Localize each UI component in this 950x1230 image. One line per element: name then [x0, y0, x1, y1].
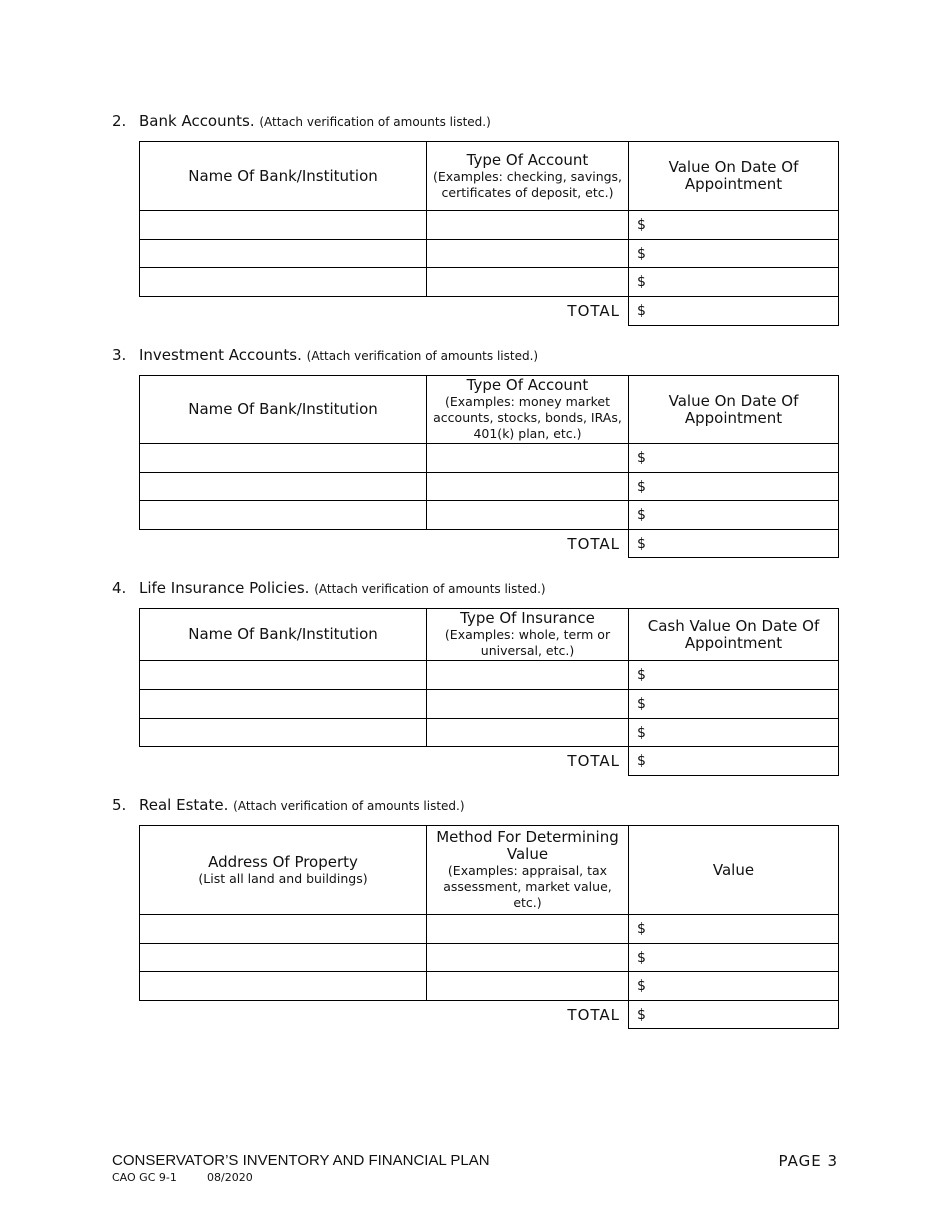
type-field[interactable]	[427, 661, 629, 690]
header-type-of-insurance: Type Of Insurance (Examples: whole, term or universal, etc.)	[427, 609, 629, 661]
value-field[interactable]: $	[629, 719, 839, 747]
method-field[interactable]	[427, 944, 629, 972]
type-field[interactable]	[427, 268, 629, 297]
total-label: TOTAL	[567, 1005, 620, 1024]
bank-accounts-table	[139, 141, 839, 326]
table-row	[140, 661, 839, 690]
name-field[interactable]	[140, 444, 427, 473]
table-row	[140, 690, 839, 719]
header-type-of-account: Type Of Account (Examples: checking, savings, certificates of deposit, etc.)	[427, 142, 629, 211]
header-value: Value On Date Of Appointment	[629, 376, 839, 444]
table-row	[140, 915, 839, 944]
header-value: Value	[629, 826, 839, 915]
table-row	[140, 719, 839, 747]
name-field[interactable]	[140, 501, 427, 530]
header-name-of-institution: Name Of Bank/Institution	[140, 142, 427, 211]
section-number: 3.	[112, 346, 127, 364]
address-field[interactable]	[140, 972, 427, 1001]
total-row	[140, 530, 839, 558]
header-address-of-property: Address Of Property (List all land and buildings)	[140, 826, 427, 915]
value-field[interactable]: $	[629, 240, 839, 268]
header-name-of-institution: Name Of Bank/Institution	[140, 376, 427, 444]
name-field[interactable]	[140, 719, 427, 747]
section-title: Real Estate.	[139, 796, 229, 814]
section-note: (Attach verification of amounts listed.)	[314, 582, 546, 596]
name-field[interactable]	[140, 473, 427, 501]
value-field[interactable]: $	[629, 661, 839, 690]
type-field[interactable]	[427, 211, 629, 240]
total-row	[140, 747, 839, 776]
type-field[interactable]	[427, 690, 629, 719]
value-field[interactable]: $	[629, 972, 839, 1001]
value-field[interactable]: $	[629, 944, 839, 972]
value-field[interactable]: $	[629, 501, 839, 530]
section-title: Investment Accounts.	[139, 346, 302, 364]
table-row	[140, 444, 839, 473]
header-name-of-institution: Name Of Bank/Institution	[140, 609, 427, 661]
header-type-of-account: Type Of Account (Examples: money market accounts, stocks, bonds, IRAs, 401(k) plan, etc.)	[427, 376, 629, 444]
type-field[interactable]	[427, 501, 629, 530]
table-row	[140, 972, 839, 1001]
section-note: (Attach verification of amounts listed.)	[233, 799, 465, 813]
value-field[interactable]: $	[629, 444, 839, 473]
section-life-insurance-heading	[112, 579, 546, 597]
table-row	[140, 501, 839, 530]
life-insurance-table	[139, 608, 839, 776]
value-field[interactable]: $	[629, 268, 839, 297]
name-field[interactable]	[140, 690, 427, 719]
header-cash-value: Cash Value On Date Of Appointment	[629, 609, 839, 661]
total-value-field[interactable]: $	[629, 1001, 839, 1029]
header-value: Value On Date Of Appointment	[629, 142, 839, 211]
section-number: 5.	[112, 796, 127, 814]
address-field[interactable]	[140, 915, 427, 944]
investment-accounts-table	[139, 375, 839, 558]
total-row	[140, 297, 839, 326]
name-field[interactable]	[140, 268, 427, 297]
section-note: (Attach verification of amounts listed.)	[306, 349, 539, 363]
name-field[interactable]	[140, 661, 427, 690]
name-field[interactable]	[140, 211, 427, 240]
value-field[interactable]: $	[629, 915, 839, 944]
value-field[interactable]: $	[629, 473, 839, 501]
section-title: Bank Accounts.	[139, 112, 255, 130]
footer-form-code: CAO GC 9-1	[112, 1171, 177, 1184]
total-label: TOTAL	[567, 534, 620, 553]
table-row	[140, 473, 839, 501]
section-title: Life Insurance Policies.	[139, 579, 310, 597]
page-number: PAGE 3	[778, 1152, 838, 1170]
section-number: 2.	[112, 112, 127, 130]
real-estate-table	[139, 825, 839, 1029]
value-field[interactable]: $	[629, 690, 839, 719]
total-row	[140, 1001, 839, 1029]
table-row	[140, 240, 839, 268]
table-row	[140, 944, 839, 972]
method-field[interactable]	[427, 972, 629, 1001]
total-value-field[interactable]: $	[629, 297, 839, 326]
header-method-for-value: Method For Determining Value (Examples: appraisal, tax assessment, market value, etc.)	[427, 826, 629, 915]
section-number: 4.	[112, 579, 127, 597]
table-row	[140, 211, 839, 240]
method-field[interactable]	[427, 915, 629, 944]
type-field[interactable]	[427, 444, 629, 473]
footer-form-title: CONSERVATOR’S INVENTORY AND FINANCIAL PLAN	[112, 1152, 490, 1169]
section-investment-accounts-heading	[112, 346, 538, 364]
type-field[interactable]	[427, 719, 629, 747]
total-value-field[interactable]: $	[629, 747, 839, 776]
table-row	[140, 268, 839, 297]
section-real-estate-heading	[112, 796, 465, 814]
total-label: TOTAL	[567, 302, 620, 321]
footer-form-date: 08/2020	[207, 1171, 253, 1184]
section-note: (Attach verification of amounts listed.)	[259, 115, 491, 129]
address-field[interactable]	[140, 944, 427, 972]
name-field[interactable]	[140, 240, 427, 268]
type-field[interactable]	[427, 240, 629, 268]
total-value-field[interactable]: $	[629, 530, 839, 558]
value-field[interactable]: $	[629, 211, 839, 240]
section-bank-accounts-heading	[112, 112, 491, 130]
type-field[interactable]	[427, 473, 629, 501]
total-label: TOTAL	[567, 752, 620, 771]
